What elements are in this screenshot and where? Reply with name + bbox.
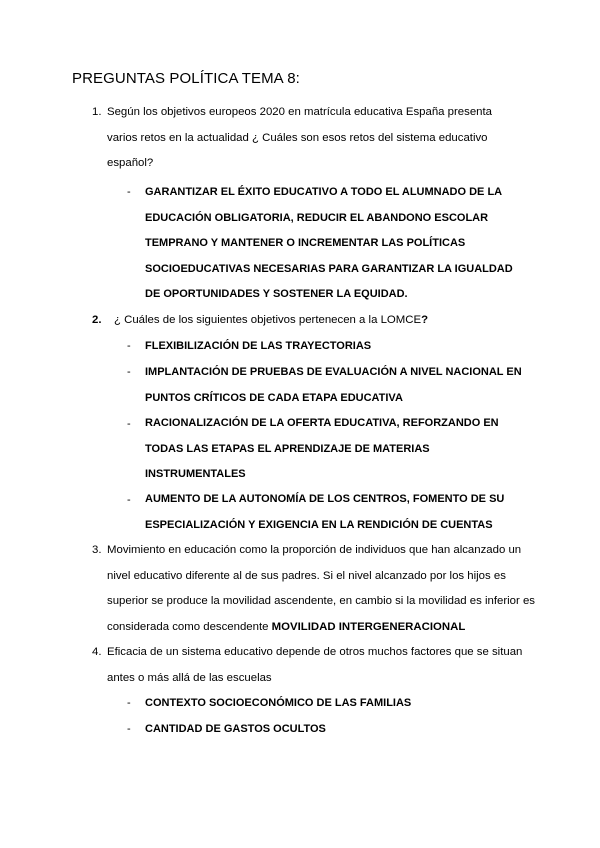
question-text-line: varios retos en la actualidad ¿ Cuáles son esos retos del sistema educativo: [107, 131, 488, 144]
page-title: PREGUNTAS POLÍTICA TEMA 8:: [72, 70, 300, 87]
answer-line: ESPECIALIZACIÓN Y EXIGENCIA EN LA RENDICIÓN DE CUENTAS: [145, 518, 493, 531]
answer-line: PUNTOS CRÍTICOS DE CADA ETAPA EDUCATIVA: [145, 391, 403, 404]
answer: [145, 180, 513, 308]
question-4: [92, 640, 532, 692]
question-3: [92, 538, 536, 642]
answer: [145, 691, 411, 717]
question-text: ¿ Cuáles de los siguientes objetivos pertenecen a la LOMCE: [114, 314, 422, 326]
answer-line: SOCIOEDUCATIVAS NECESARIAS PARA GARANTIZAR LA IGUALDAD: [145, 262, 513, 275]
question-text-line: Eficacia de un sistema educativo depende de otros muchos factores que se situan: [107, 646, 523, 658]
answer-line: TEMPRANO Y MANTENER O INCREMENTAR LAS POLÍTICAS: [145, 237, 466, 249]
question-text-line: español?: [107, 157, 154, 169]
question-mark: ?: [421, 314, 429, 326]
answer-line: DE OPORTUNIDADES Y SOSTENER LA EQUIDAD.: [145, 288, 408, 300]
answer: [145, 717, 326, 743]
answer-line: CANTIDAD DE GASTOS OCULTOS: [145, 723, 326, 735]
question-number: 2.: [92, 314, 102, 326]
question-text-line: antes o más allá de las escuelas: [107, 671, 272, 684]
question-number: 4.: [92, 646, 102, 658]
bullet-dash: -: [127, 494, 131, 506]
question-2: [92, 308, 532, 334]
question-text-line: nivel educativo diferente al de sus padres. Si el nivel alcanzado por los hijos es: [107, 569, 506, 582]
bullet-dash: -: [127, 340, 131, 352]
answer: [145, 334, 371, 360]
answer-line: TODAS LAS ETAPAS EL APRENDIZAJE DE MATERIAS: [145, 442, 430, 455]
answer-line: RACIONALIZACIÓN DE LA OFERTA EDUCATIVA, REFORZANDO EN: [145, 417, 499, 429]
question-text-line: Movimiento en educación como la proporción de individuos que han alcanzado un: [107, 544, 522, 556]
answer-line: EDUCACIÓN OBLIGATORIA, REDUCIR EL ABANDONO ESCOLAR: [145, 211, 489, 224]
answer-line: AUMENTO DE LA AUTONOMÍA DE LOS CENTROS, FOMENTO DE SU: [145, 493, 505, 505]
answer: [145, 487, 504, 538]
question-number: 1.: [92, 106, 102, 118]
inline-answer: MOVILIDAD INTERGENERACIONAL: [271, 620, 466, 633]
question-text-line: Según los objetivos europeos 2020 en matrícula educativa España presenta: [107, 106, 493, 118]
answer-line: INSTRUMENTALES: [145, 468, 246, 480]
bullet-dash: -: [127, 723, 131, 735]
answer-line: IMPLANTACIÓN DE PRUEBAS DE EVALUACIÓN A NIVEL NACIONAL EN: [145, 366, 522, 378]
bullet-dash: -: [127, 418, 131, 430]
answer-line: FLEXIBILIZACIÓN DE LAS TRAYECTORIAS: [145, 340, 372, 352]
answer: [145, 411, 499, 488]
bullet-dash: -: [127, 186, 131, 198]
question-number: 3.: [92, 544, 102, 556]
question-text-line: considerada como descendente: [107, 620, 269, 633]
bullet-dash: -: [127, 366, 131, 378]
question-1: [92, 100, 532, 180]
answer-line: CONTEXTO SOCIOECONÓMICO DE LAS FAMILIAS: [145, 697, 412, 709]
answer: [145, 360, 522, 411]
bullet-dash: -: [127, 697, 131, 709]
answer-line: GARANTIZAR EL ÉXITO EDUCATIVO A TODO EL ALUMNADO DE LA: [145, 186, 503, 198]
question-text-line: superior se produce la movilidad ascendente, en cambio si la movilidad es inferior es: [107, 595, 536, 607]
